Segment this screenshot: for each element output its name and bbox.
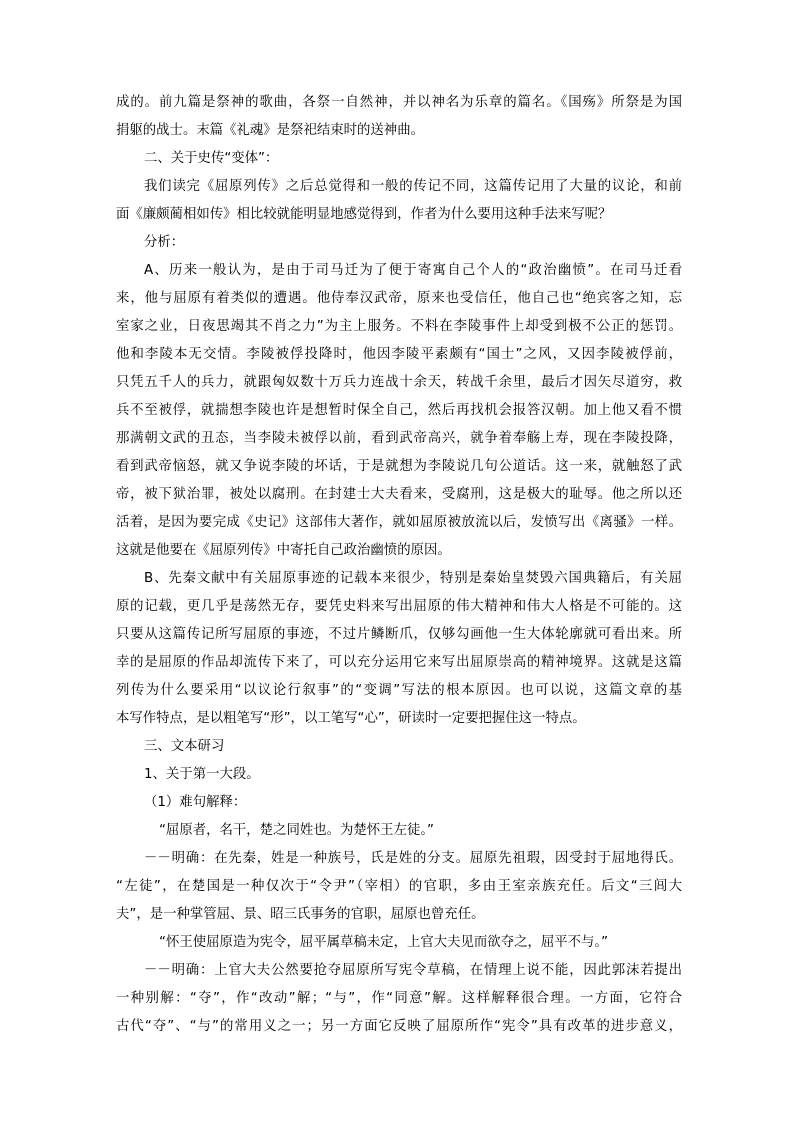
text-line: B、先秦文献中有关屈原事迹的记载本来很少，特别是秦始皇焚毁六国典籍后，有关屈	[144, 571, 682, 586]
text-line: 成的。前九篇是祭神的歌曲，各祭一自然神，并以神名为乐章的篇名。《国殇》所祭是为国	[116, 95, 682, 110]
text-line: －－明确：在先秦，姓是一种族号，氏是姓的分支。屈原先祖瑕，因受封于屈地得氏。	[144, 851, 682, 866]
text-line: 夫”，是一种掌管屈、景、昭三氏事务的官职，屈原也曾充任。	[116, 907, 485, 922]
subsection-heading: （1）难句解释：	[144, 795, 247, 810]
text-line: 一种别解：“夺”，作“改动”解；“与”，作“同意”解。这样解释很合理。一方面，它符合	[116, 991, 682, 1006]
document-body	[116, 89, 682, 1041]
text-line: 我们读完《屈原列传》之后总觉得和一般的传记不同，这篇传记用了大量的议论，和前	[144, 179, 682, 194]
text-line: 本写作特点，是以粗笔写“形”，以工笔写“心”，研读时一定要把握住这一特点。	[116, 711, 586, 726]
text-line: 捐躯的战士。末篇《礼魂》是祭祀结束时的送神曲。	[116, 123, 424, 138]
quote-line: “屈原者，名干，楚之同姓也。为楚怀王左徒。”	[159, 823, 434, 838]
text-line: 只要从这篇传记所写屈原的事迹，不过片鳞断爪，仅够勾画他一生大体轮廓就可看出来。所	[116, 627, 682, 642]
section-heading: 三、文本研习	[144, 739, 225, 754]
text-line: 室家之业，日夜思竭其不肖之力”为主上服务。不料在李陵事件上却受到极不公正的惩罚。	[116, 319, 682, 334]
subsection-heading: 1、关于第一大段。	[144, 767, 260, 782]
quote-line: “怀王使屈原造为宪令，屈平属草稿未定，上官大夫见而欲夺之，屈平不与。”	[159, 935, 609, 950]
text-line: 兵不至被俘，就揣想李陵也许是想暂时保全自己，然后再找机会报答汉朝。加上他又看不惯	[116, 403, 682, 418]
text-line: 列传为什么要采用“以议论行叙事”的“变调”写法的根本原因。也可以说，这篇文章的基	[116, 683, 682, 698]
text-line: 来，他与屈原有着类似的遭遇。他侍奉汉武帝，原来也受信任，他自己也“绝宾客之知，忘	[116, 291, 682, 306]
text-line: 帝，被下狱治罪，被处以腐刑。在封建士大夫看来，受腐刑，这是极大的耻辱。他之所以还	[116, 487, 682, 502]
text-line: 这就是他要在《屈原列传》中寄托自己政治幽愤的原因。	[116, 543, 451, 558]
text-line: 他和李陵本无交情。李陵被俘投降时，他因李陵平素颇有“国士”之风，又因李陵被俘前，	[116, 347, 682, 362]
section-heading: 二、关于史传“变体”：	[144, 151, 279, 166]
text-line: 活着，是因为要完成《史记》这部伟大著作，就如屈原被放流以后，发愤写出《离骚》一样。	[116, 515, 682, 530]
text-line: 古代“夺”、“与”的常用义之一；另一方面它反映了屈原所作“宪令”具有改革的进步意义，	[116, 1019, 682, 1034]
text-line: 只凭五千人的兵力，就跟匈奴数十万兵力连战十余天，转战千余里，最后才因矢尽道穷，救	[116, 375, 682, 390]
text-line: 原的记载，更几乎是荡然无存，要凭史料来写出屈原的伟大精神和伟大人格是不可能的。这	[116, 599, 682, 614]
text-line: 看到武帝恼怒，就又争说李陵的坏话，于是就想为李陵说几句公道话。这一来，就触怒了武	[116, 459, 682, 474]
text-line: 幸的是屈原的作品却流传下来了，可以充分运用它来写出屈原崇高的精神境界。这就是这篇	[116, 655, 682, 670]
text-line: －－明确：上官大夫公然要抢夺屈原所写宪令草稿，在情理上说不能，因此郭沫若提出	[144, 963, 682, 978]
text-line: 那满朝文武的丑态，当李陵未被俘以前，看到武帝高兴，就争着奉觞上寿，现在李陵投降，	[116, 431, 682, 446]
text-line: 分析：	[144, 235, 185, 250]
text-line: A、历来一般认为，是由于司马迁为了便于寄寓自己个人的“政治幽愤”。在司马迁看	[144, 263, 682, 278]
text-line: 面《廉颇蔺相如传》相比较就能明显地感觉得到，作者为什么要用这种手法来写呢？	[116, 207, 612, 222]
text-line: “左徒”，在楚国是一种仅次于“令尹”（宰相）的官职，多由王室亲族充任。后文“三闾大	[116, 879, 682, 894]
